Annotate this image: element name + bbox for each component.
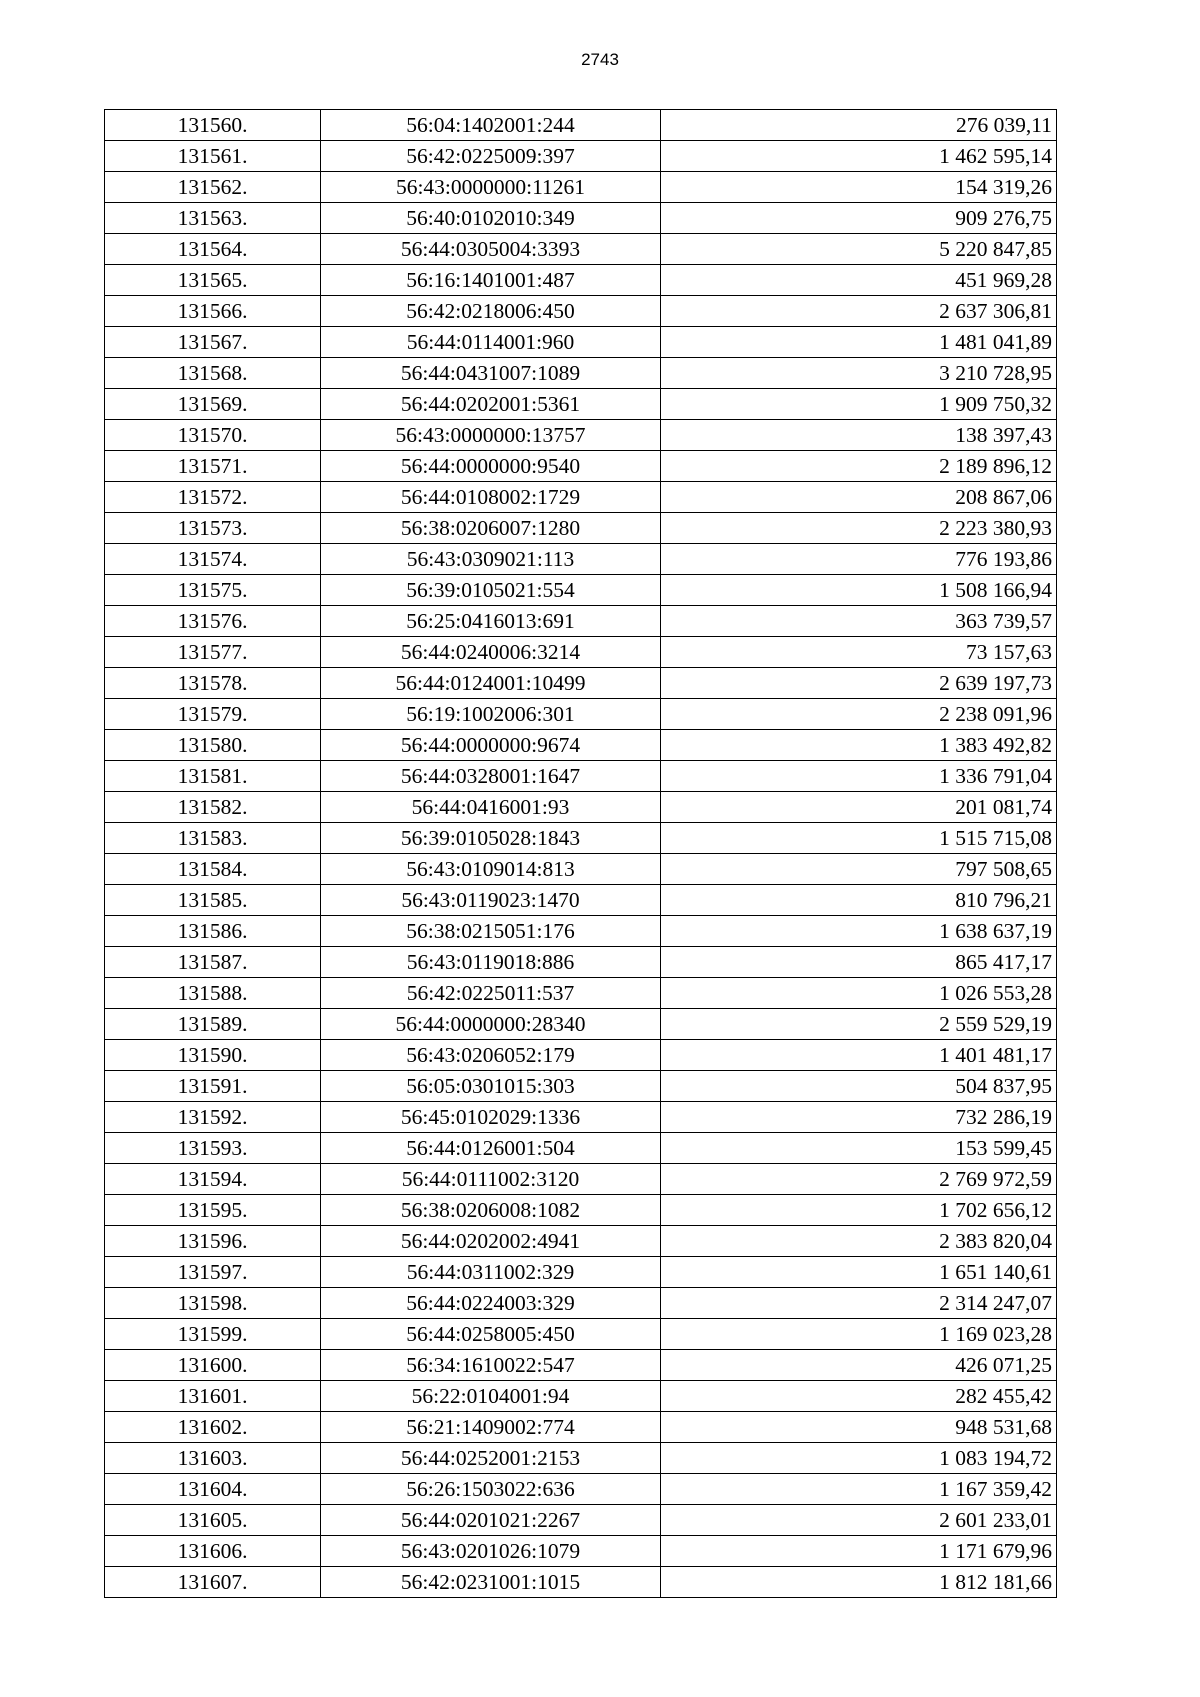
table-row	[105, 420, 1057, 451]
row-number-cell: 131581.	[105, 761, 321, 792]
row-number-cell: 131606.	[105, 1536, 321, 1567]
cadastral-value-cell: 1 638 637,19	[661, 916, 1057, 947]
row-number-cell: 131575.	[105, 575, 321, 606]
cadastral-number-cell: 56:22:0104001:94	[321, 1381, 661, 1412]
table-row	[105, 854, 1057, 885]
cadastral-number-cell: 56:44:0000000:9540	[321, 451, 661, 482]
cadastral-value-cell: 282 455,42	[661, 1381, 1057, 1412]
table-row	[105, 234, 1057, 265]
row-number-cell: 131592.	[105, 1102, 321, 1133]
table-row	[105, 389, 1057, 420]
row-number-cell: 131604.	[105, 1474, 321, 1505]
cadastral-value-cell: 426 071,25	[661, 1350, 1057, 1381]
cadastral-number-cell: 56:34:1610022:547	[321, 1350, 661, 1381]
table-row	[105, 1505, 1057, 1536]
row-number-cell: 131591.	[105, 1071, 321, 1102]
cadastral-value-cell: 1 481 041,89	[661, 327, 1057, 358]
table-row	[105, 699, 1057, 730]
row-number-cell: 131598.	[105, 1288, 321, 1319]
row-number-cell: 131576.	[105, 606, 321, 637]
cadastral-number-cell: 56:43:0309021:113	[321, 544, 661, 575]
row-number-cell: 131572.	[105, 482, 321, 513]
cadastral-value-cell: 2 238 091,96	[661, 699, 1057, 730]
cadastral-value-cell: 2 314 247,07	[661, 1288, 1057, 1319]
row-number-cell: 131593.	[105, 1133, 321, 1164]
table-row	[105, 1474, 1057, 1505]
cadastral-value-cell: 154 319,26	[661, 172, 1057, 203]
table-row	[105, 1443, 1057, 1474]
table-row	[105, 575, 1057, 606]
cadastral-number-cell: 56:44:0305004:3393	[321, 234, 661, 265]
table-body	[105, 110, 1057, 1598]
cadastral-number-cell: 56:44:0108002:1729	[321, 482, 661, 513]
row-number-cell: 131601.	[105, 1381, 321, 1412]
table-row	[105, 172, 1057, 203]
cadastral-number-cell: 56:42:0225011:537	[321, 978, 661, 1009]
row-number-cell: 131573.	[105, 513, 321, 544]
row-number-cell: 131590.	[105, 1040, 321, 1071]
cadastral-value-table	[104, 109, 1057, 1598]
row-number-cell: 131568.	[105, 358, 321, 389]
row-number-cell: 131584.	[105, 854, 321, 885]
cadastral-value-cell: 1 383 492,82	[661, 730, 1057, 761]
cadastral-value-cell: 2 769 972,59	[661, 1164, 1057, 1195]
cadastral-number-cell: 56:43:0206052:179	[321, 1040, 661, 1071]
row-number-cell: 131577.	[105, 637, 321, 668]
cadastral-number-cell: 56:16:1401001:487	[321, 265, 661, 296]
cadastral-number-cell: 56:44:0311002:329	[321, 1257, 661, 1288]
cadastral-value-cell: 2 559 529,19	[661, 1009, 1057, 1040]
row-number-cell: 131560.	[105, 110, 321, 141]
cadastral-value-cell: 776 193,86	[661, 544, 1057, 575]
cadastral-number-cell: 56:44:0258005:450	[321, 1319, 661, 1350]
table-row	[105, 141, 1057, 172]
row-number-cell: 131603.	[105, 1443, 321, 1474]
cadastral-value-cell: 865 417,17	[661, 947, 1057, 978]
cadastral-value-cell: 451 969,28	[661, 265, 1057, 296]
cadastral-value-cell: 201 081,74	[661, 792, 1057, 823]
table-row	[105, 1257, 1057, 1288]
table-row	[105, 1071, 1057, 1102]
cadastral-number-cell: 56:44:0000000:28340	[321, 1009, 661, 1040]
row-number-cell: 131600.	[105, 1350, 321, 1381]
cadastral-number-cell: 56:26:1503022:636	[321, 1474, 661, 1505]
row-number-cell: 131583.	[105, 823, 321, 854]
cadastral-value-cell: 1 702 656,12	[661, 1195, 1057, 1226]
cadastral-value-cell: 2 383 820,04	[661, 1226, 1057, 1257]
cadastral-number-cell: 56:43:0109014:813	[321, 854, 661, 885]
row-number-cell: 131580.	[105, 730, 321, 761]
cadastral-value-cell: 797 508,65	[661, 854, 1057, 885]
table-row	[105, 296, 1057, 327]
cadastral-number-cell: 56:39:0105021:554	[321, 575, 661, 606]
row-number-cell: 131579.	[105, 699, 321, 730]
table-row	[105, 1350, 1057, 1381]
cadastral-value-cell: 1 812 181,66	[661, 1567, 1057, 1598]
table-row	[105, 916, 1057, 947]
cadastral-value-cell: 2 189 896,12	[661, 451, 1057, 482]
cadastral-number-cell: 56:43:0000000:13757	[321, 420, 661, 451]
cadastral-value-cell: 2 601 233,01	[661, 1505, 1057, 1536]
cadastral-number-cell: 56:44:0416001:93	[321, 792, 661, 823]
row-number-cell: 131585.	[105, 885, 321, 916]
table-row	[105, 513, 1057, 544]
row-number-cell: 131588.	[105, 978, 321, 1009]
cadastral-value-cell: 208 867,06	[661, 482, 1057, 513]
cadastral-number-cell: 56:44:0126001:504	[321, 1133, 661, 1164]
table-row	[105, 203, 1057, 234]
row-number-cell: 131594.	[105, 1164, 321, 1195]
row-number-cell: 131571.	[105, 451, 321, 482]
cadastral-number-cell: 56:05:0301015:303	[321, 1071, 661, 1102]
table-row	[105, 668, 1057, 699]
cadastral-value-cell: 276 039,11	[661, 110, 1057, 141]
row-number-cell: 131597.	[105, 1257, 321, 1288]
row-number-cell: 131595.	[105, 1195, 321, 1226]
table-row	[105, 606, 1057, 637]
cadastral-number-cell: 56:38:0206008:1082	[321, 1195, 661, 1226]
table-row	[105, 761, 1057, 792]
cadastral-number-cell: 56:44:0252001:2153	[321, 1443, 661, 1474]
cadastral-number-cell: 56:45:0102029:1336	[321, 1102, 661, 1133]
cadastral-value-cell: 1 515 715,08	[661, 823, 1057, 854]
cadastral-value-cell: 504 837,95	[661, 1071, 1057, 1102]
cadastral-number-cell: 56:39:0105028:1843	[321, 823, 661, 854]
page-number: 2743	[581, 50, 619, 69]
table-row	[105, 110, 1057, 141]
cadastral-value-cell: 948 531,68	[661, 1412, 1057, 1443]
cadastral-value-cell: 1 508 166,94	[661, 575, 1057, 606]
row-number-cell: 131599.	[105, 1319, 321, 1350]
cadastral-value-cell: 2 637 306,81	[661, 296, 1057, 327]
cadastral-value-cell: 363 739,57	[661, 606, 1057, 637]
table-row	[105, 1195, 1057, 1226]
table-row	[105, 947, 1057, 978]
row-number-cell: 131570.	[105, 420, 321, 451]
table-row	[105, 637, 1057, 668]
row-number-cell: 131563.	[105, 203, 321, 234]
row-number-cell: 131586.	[105, 916, 321, 947]
table-row	[105, 1226, 1057, 1257]
cadastral-number-cell: 56:44:0431007:1089	[321, 358, 661, 389]
row-number-cell: 131587.	[105, 947, 321, 978]
cadastral-value-cell: 1 167 359,42	[661, 1474, 1057, 1505]
cadastral-number-cell: 56:38:0206007:1280	[321, 513, 661, 544]
row-number-cell: 131578.	[105, 668, 321, 699]
table-row	[105, 1536, 1057, 1567]
cadastral-value-cell: 138 397,43	[661, 420, 1057, 451]
table-row	[105, 1567, 1057, 1598]
cadastral-value-cell: 1 083 194,72	[661, 1443, 1057, 1474]
row-number-cell: 131602.	[105, 1412, 321, 1443]
cadastral-number-cell: 56:44:0202002:4941	[321, 1226, 661, 1257]
table-row	[105, 730, 1057, 761]
table-row	[105, 1102, 1057, 1133]
row-number-cell: 131565.	[105, 265, 321, 296]
cadastral-number-cell: 56:44:0202001:5361	[321, 389, 661, 420]
row-number-cell: 131607.	[105, 1567, 321, 1598]
cadastral-number-cell: 56:42:0218006:450	[321, 296, 661, 327]
cadastral-number-cell: 56:44:0114001:960	[321, 327, 661, 358]
table-row	[105, 1319, 1057, 1350]
row-number-cell: 131596.	[105, 1226, 321, 1257]
cadastral-number-cell: 56:44:0240006:3214	[321, 637, 661, 668]
cadastral-value-cell: 3 210 728,95	[661, 358, 1057, 389]
row-number-cell: 131589.	[105, 1009, 321, 1040]
row-number-cell: 131574.	[105, 544, 321, 575]
cadastral-number-cell: 56:44:0224003:329	[321, 1288, 661, 1319]
cadastral-value-cell: 153 599,45	[661, 1133, 1057, 1164]
cadastral-number-cell: 56:43:0201026:1079	[321, 1536, 661, 1567]
table-row	[105, 327, 1057, 358]
cadastral-number-cell: 56:44:0111002:3120	[321, 1164, 661, 1195]
cadastral-number-cell: 56:44:0201021:2267	[321, 1505, 661, 1536]
row-number-cell: 131564.	[105, 234, 321, 265]
cadastral-number-cell: 56:44:0000000:9674	[321, 730, 661, 761]
cadastral-number-cell: 56:04:1402001:244	[321, 110, 661, 141]
cadastral-value-cell: 73 157,63	[661, 637, 1057, 668]
cadastral-number-cell: 56:42:0231001:1015	[321, 1567, 661, 1598]
table-row	[105, 1381, 1057, 1412]
cadastral-number-cell: 56:19:1002006:301	[321, 699, 661, 730]
table-row	[105, 885, 1057, 916]
cadastral-number-cell: 56:40:0102010:349	[321, 203, 661, 234]
table-row	[105, 451, 1057, 482]
row-number-cell: 131582.	[105, 792, 321, 823]
cadastral-number-cell: 56:38:0215051:176	[321, 916, 661, 947]
cadastral-value-cell: 1 651 140,61	[661, 1257, 1057, 1288]
table-row	[105, 1009, 1057, 1040]
table-row	[105, 1164, 1057, 1195]
cadastral-value-cell: 1 336 791,04	[661, 761, 1057, 792]
cadastral-value-cell: 1 026 553,28	[661, 978, 1057, 1009]
cadastral-value-cell: 2 639 197,73	[661, 668, 1057, 699]
cadastral-value-cell: 1 401 481,17	[661, 1040, 1057, 1071]
row-number-cell: 131567.	[105, 327, 321, 358]
cadastral-value-cell: 1 909 750,32	[661, 389, 1057, 420]
cadastral-value-cell: 810 796,21	[661, 885, 1057, 916]
cadastral-value-cell: 909 276,75	[661, 203, 1057, 234]
table-row	[105, 1133, 1057, 1164]
cadastral-number-cell: 56:44:0328001:1647	[321, 761, 661, 792]
table-row	[105, 1040, 1057, 1071]
cadastral-value-cell: 1 169 023,28	[661, 1319, 1057, 1350]
table-row	[105, 792, 1057, 823]
table-row	[105, 978, 1057, 1009]
cadastral-number-cell: 56:43:0119023:1470	[321, 885, 661, 916]
row-number-cell: 131566.	[105, 296, 321, 327]
cadastral-number-cell: 56:43:0000000:11261	[321, 172, 661, 203]
cadastral-value-cell: 1 462 595,14	[661, 141, 1057, 172]
cadastral-number-cell: 56:21:1409002:774	[321, 1412, 661, 1443]
cadastral-number-cell: 56:44:0124001:10499	[321, 668, 661, 699]
cadastral-value-cell: 1 171 679,96	[661, 1536, 1057, 1567]
row-number-cell: 131562.	[105, 172, 321, 203]
table-row	[105, 544, 1057, 575]
cadastral-number-cell: 56:42:0225009:397	[321, 141, 661, 172]
table-row	[105, 823, 1057, 854]
cadastral-value-cell: 732 286,19	[661, 1102, 1057, 1133]
table-row	[105, 265, 1057, 296]
row-number-cell: 131569.	[105, 389, 321, 420]
table-row	[105, 1412, 1057, 1443]
table-row	[105, 482, 1057, 513]
cadastral-number-cell: 56:43:0119018:886	[321, 947, 661, 978]
cadastral-number-cell: 56:25:0416013:691	[321, 606, 661, 637]
cadastral-value-cell: 2 223 380,93	[661, 513, 1057, 544]
table-row	[105, 1288, 1057, 1319]
table-row	[105, 358, 1057, 389]
cadastral-value-cell: 5 220 847,85	[661, 234, 1057, 265]
row-number-cell: 131561.	[105, 141, 321, 172]
row-number-cell: 131605.	[105, 1505, 321, 1536]
